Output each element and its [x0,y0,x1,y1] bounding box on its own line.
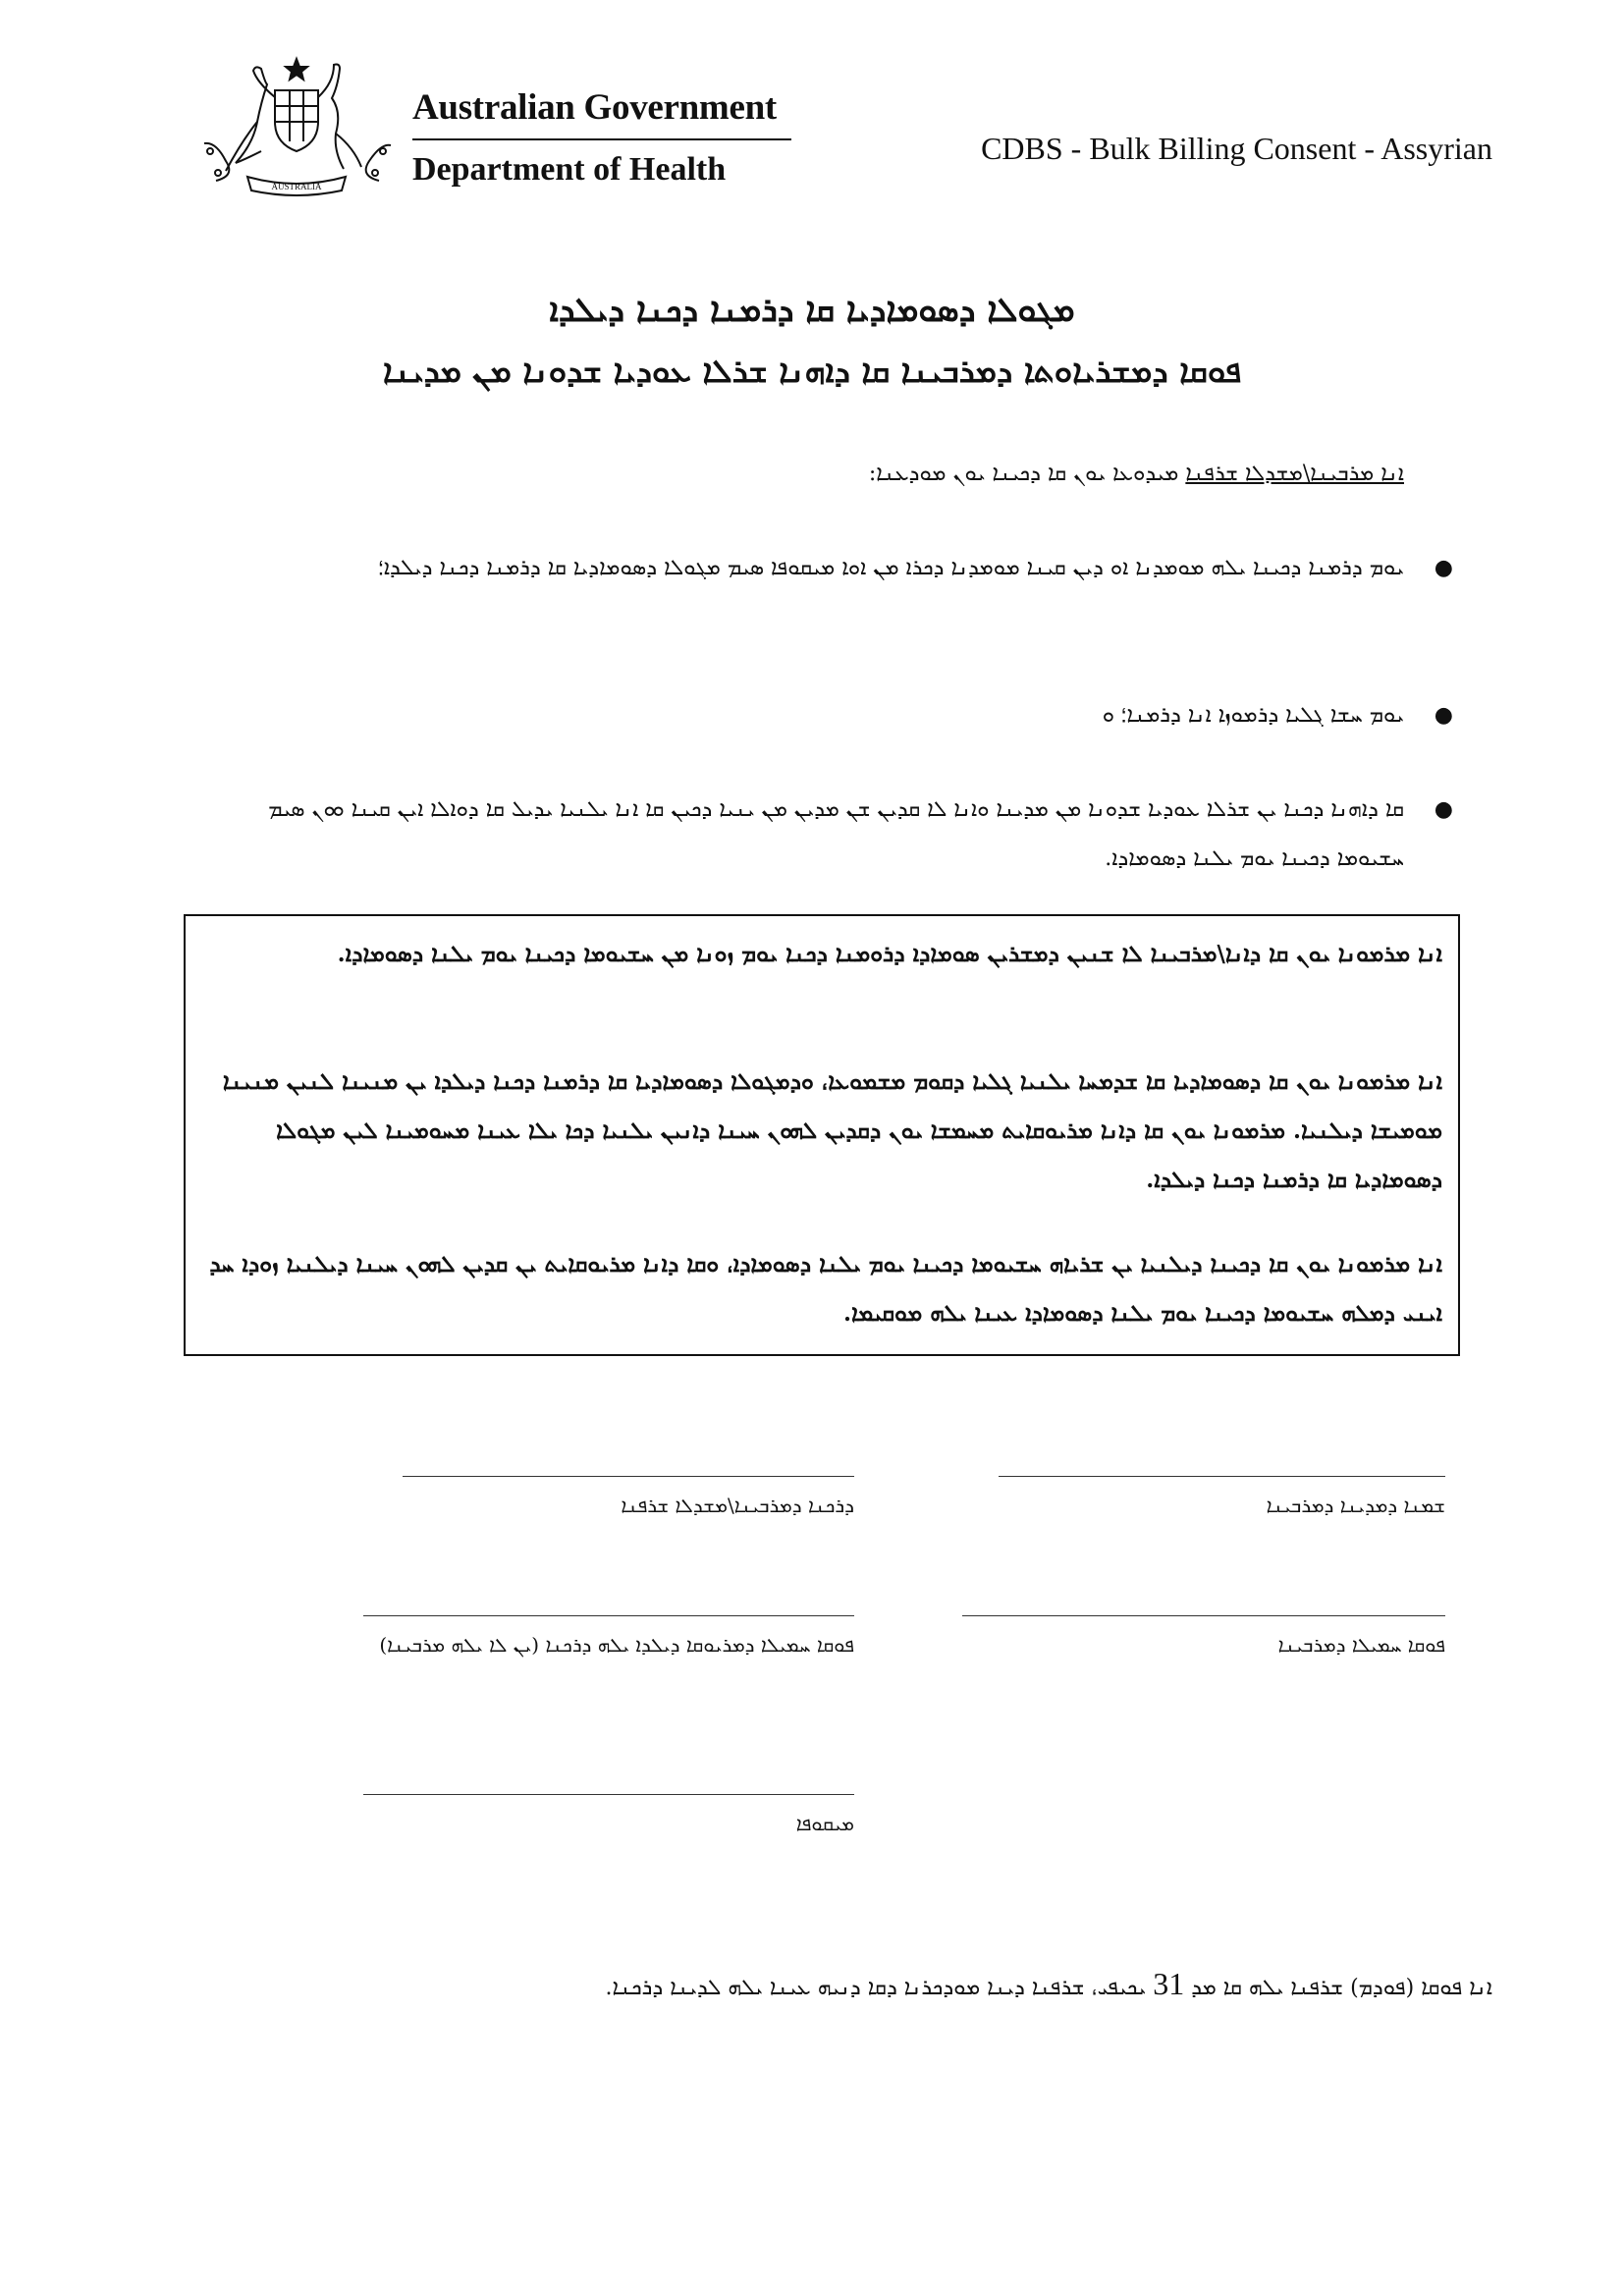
bullet-icon: ● [1434,797,1453,822]
patient-signature-line[interactable] [403,1476,854,1477]
intro-rest: ܡܝܕܘܥܐ ܝܘܢ ܩܐ ܕܟܝܢܐ ܝܘܢ ܡܘܕܥܢܐ: [868,462,1179,486]
list-item: ● ܝܘܡ ܕܪܡܢܐ ܕܟܝܢܐ ܝܠܗ ܡܘܡܕܢܐ ܐܘ ܕܝܢ ܩܝܢܐ ܡܘܡܕܢܐ ܕܟܪܐ ܡܢ ܐܘܐ ܡܝܩܘܦܐ ܣܝܡ ܡܓܘܠܐ ܕܣܘܡܐܕܝܐ ܩܐ ܕܪܡܢܐ ܕܟܢܐ ܕܝܠܕܐ؛ [196,544,1404,593]
declaration-box [184,914,1460,1356]
bullet-icon: ● [1434,556,1453,580]
declaration-paragraph: ܐܢܐ ܡܪܡܘܢܐ ܝܘܢ ܩܐ ܕܐܢܐ\ܡܪܒܝܢܐ ܠܐ ܫܢܝܢ ܕܡܫܪܝܢ ܣܘܡܐܕܐ ܕܪܘܡܢܐ ܕܟܢܐ ܝܘܡ ܙܘܢܐ ܡܢ ܚܫܝܘܡܐ ܕܟܝܢܐ ܝܘܡ ܝܠܢܐ ܕܣܘܡܐܕܐ. [337,941,1442,967]
dentist-signature-label: ܦܘܩܐ ܚܡܝܠܐ ܕܡܪܒܝܢܐ [1277,1633,1445,1657]
department-name: Department of Health [412,151,727,188]
list-item: ● ܝܘܡ ܚܫܐ ܓܠܝܐ ܕܪܡܘܙܐ ܐܢܐ ܕܪܡܢܐ؛ ܘ [196,691,1404,740]
guardian-relationship-label: ܦܘܩܐ ܚܡܝܠܐ ܕܡܪܝܘܩܐ ܕܝܠܕܐ ܝܠܗ ܕܪܟܢܐ (ܝܢ ܠܐ ܝܠܗ ܡܪܒܝܢܐ) [379,1633,854,1657]
australian-coat-of-arms-icon [196,53,398,200]
document-subtitle: ܦܘܩܐ ܕܡܫܪܝܐܘܬܐ ܕܡܪܒܝܢܐ ܩܐ ܕܐܗܢܐ ܫܪܠܐ ܥܘܕܝܐ ܫܕܘܢܐ ܡܢ ܡܕܝܢܐ [382,352,1242,390]
svg-text:AUSTRALIA: AUSTRALIA [271,182,322,191]
intro-statement [275,462,1404,486]
list-item: ● ܩܐ ܕܐܗܢܐ ܕܟܢܐ ܝܢ ܫܪܠܐ ܥܘܕܝܐ ܫܕܘܢܐ ܡܢ ܡܕܝܢܐ ܘܐܢܐ ܠܐ ܩܕܝܢ ܫܢ ܡܕܝܢ ܡܢ ܝܢܝܐ ܕܟܝܢ ܩܐ ܐܢܐ ܝܠܢܝܐ ܝܕܝܠ ܩܐ ܕܘܐܠܐ ܐܝܢ ܩܝܢܐ ܘܘܢ ܣܝܡ ܚܫܝܘܡܐ ܕܟܝܢܐ ܝܘܡ ܝܠܢܐ ܕܣܘܡܐܕܐ. [196,786,1404,884]
date-label: ܡܝܩܘܦܐ [795,1812,854,1835]
dentist-signature-line[interactable] [962,1615,1445,1616]
header-divider [412,138,791,140]
patient-signature-label: ܕܪܟܢܐ ܕܡܪܒܝܢܐ\ܡܫܕܠܐ ܫܪܦܢܐ [621,1494,854,1517]
date-line[interactable] [363,1794,854,1795]
declaration-paragraph: ܐܢܐ ܡܪܡܘܢܐ ܝܘܢ ܩܐ ܕܣܘܡܐܕܝܐ ܩܐ ܫܕܡܚܐ ܝܠܢܝܐ ܓܠܝܐ ܕܩܘܡ ܡܫܡܘܥܐ، ܘܕܡܓܘܠܐ ܕܣܘܡܐܕܝܐ ܩܐ ܕܪܡܢܐ ܕܟܢܐ ܕܝܠܕܐ ܝܢ ܡܢܝܢܐ ܠܢܝܢ ܡܢܝܢܐ ܡܘܡܝܫܐ ܕܝܠܢܝܐ. ܡܪܡܘܢܐ ܝܘܢ ܩܐ ܕܐܢܐ ܡܪܝܘܩܐܝܬ ܡܚܡܫܐ ܝܘܢ ܕܩܕܝܢ ܠܗܘܢ ܚܝܢܐ ܕܐܢܝܢ ܝܠܢܝܐ ܕܟܐ ܝܠܐ ܥܝܢܐ ܡܚܘܡܝܢܐ ܠܝܢ ܡܓܘܠܐ ܕܣܘܡܐܕܝܐ ܩܐ ܕܪܡܢܐ ܕܟܢܐ ܕܝܠܕܐ. [222,1068,1442,1193]
intro-underlined: ܐܢܐ ܡܪܒܝܢܐ\ܡܫܕܠܐ ܫܪܦܢܐ [1185,462,1404,486]
government-name: Australian Government [412,87,777,128]
dentist-name-line[interactable] [999,1476,1445,1477]
document-title: ܡܓܘܠܐ ܕܣܘܡܐܕܝܐ ܩܐ ܕܪܡܢܐ ܕܟܢܐ ܕܝܠܕܐ [549,291,1075,330]
dentist-name-label: ܫܡܢܐ ܕܡܕܝܢܐ ܕܡܪܒܝܢܐ [1266,1494,1445,1517]
document-code: CDBS - Bulk Billing Consent - Assyrian [981,131,1492,166]
footer-number: 31 [1153,1966,1185,2001]
guardian-relationship-line[interactable] [363,1615,854,1616]
declaration-paragraph: ܐܢܐ ܡܪܡܘܢܐ ܝܘܢ ܩܐ ܕܟܝܢܐ ܕܝܠܢܝܐ ܝܢ ܫܪܝܐܗ ܚܫܝܘܡܐ ܕܟܝܢܐ ܝܘܡ ܝܠܢܐ ܕܣܘܡܐܕܐ، ܘܩܐ ܕܐܢܐ ܡܪܝܘܩܐܝܬ ܝܢ ܩܕܝܢ ܠܗܘܢ ܚܝܢܐ ܕܝܠܢܝܐ ܙܘܕܐ ܚܕ ܐܝܢܝ ܕܡܠܗ ܚܫܝܘܡܐ ܕܟܝܢܐ ܝܘܡ ܝܠܢܐ ܕܣܘܡܐܕܐ ܥܝܢܐ ܝܠܗ ܡܘܩܝܡܐ. [209,1251,1442,1327]
bullet-icon: ● [1434,703,1453,728]
footer-note: ܐܢܐ ܦܘܩܐ (ܦܘܕܡ) ܫܪܦܢܐ ܝܠܗ ܩܐ ܡܕ 31 ܝܟܝܦܝ، ܫܪܦܢܐ ܕܝܢܐ ܡܘܕܟܪܢܐ ܕܩܐ ܕܢܝܗ ܥܝܢܐ ܝܠܗ ܠܕܝܢܐ ܕܪܟܢܐ. [605,1966,1492,2001]
